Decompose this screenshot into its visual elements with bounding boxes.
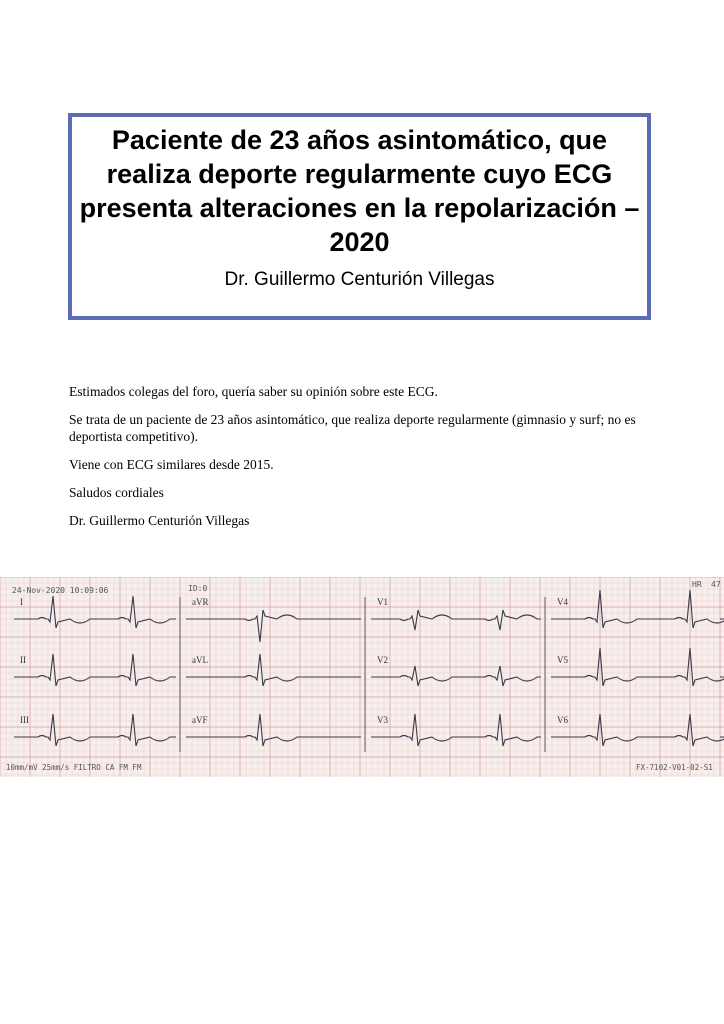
letter-paragraph: Se trata de un paciente de 23 años asintomático, que realiza deporte regularmente (gimnasio y surf; no es deportista competitivo).: [69, 412, 636, 444]
title-author: Dr. Guillermo Centurión Villegas: [224, 269, 495, 290]
ecg-tracing: [0, 577, 724, 777]
ecg-lead-label: V5: [557, 655, 568, 665]
ecg-image: [0, 577, 724, 777]
ecg-lead-label: aVL: [192, 655, 208, 665]
ecg-lead-label: V6: [557, 715, 568, 725]
ecg-lead-label: V4: [557, 597, 568, 607]
ecg-lead-label: aVR: [192, 597, 209, 607]
ecg-hr-label: HR: [692, 580, 702, 589]
ecg-device-code: FX-7102-V01-02-S1: [636, 763, 713, 772]
ecg-lead-label: II: [20, 655, 26, 665]
ecg-lead-label: I: [20, 597, 23, 607]
ecg-lead-label: III: [20, 715, 29, 725]
ecg-lead-label: aVF: [192, 715, 208, 725]
ecg-lead-label: V2: [377, 655, 388, 665]
ecg-lead-label: V3: [377, 715, 388, 725]
ecg-id: ID:0: [188, 584, 208, 593]
ecg-lead-label: V1: [377, 597, 388, 607]
title-box: [68, 113, 651, 320]
letter-body: [69, 383, 659, 540]
letter-signature: Dr. Guillermo Centurión Villegas: [69, 513, 250, 528]
ecg-timestamp: 24-Nov-2020 10:09:06: [12, 586, 109, 595]
letter-paragraph: Saludos cordiales: [69, 485, 164, 500]
letter-paragraph: Viene con ECG similares desde 2015.: [69, 457, 274, 472]
document-title: Paciente de 23 años asintomático, que realiza deporte regularmente cuyo ECG presenta alteraciones en la repolarización – 2020: [79, 125, 640, 257]
ecg-hr-value: 47: [711, 580, 721, 589]
letter-paragraph: Estimados colegas del foro, quería saber su opinión sobre este ECG.: [69, 384, 438, 399]
ecg-settings: 10mm/mV 25mm/s FILTRO CA FM FM: [6, 763, 142, 772]
